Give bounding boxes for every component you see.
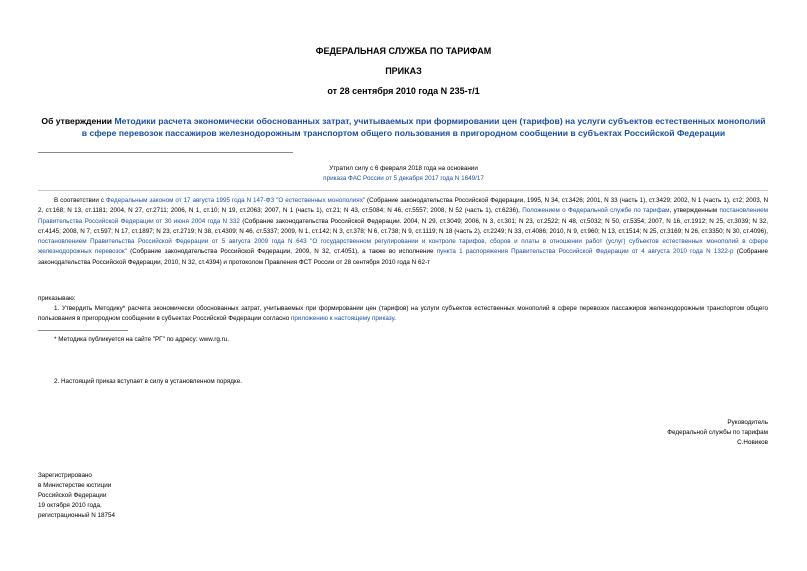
orders-word: приказываю: [38,295,76,302]
appendix-link[interactable]: приложению к настоящему приказу [290,315,395,323]
preamble-text: (Собрание законодательства Российской Федерации. 2004, N 29, ст.3049; 2006, N 3, ст.301; N 23, ст.2522; N 48, ст.5032; N 50, ст.5354; 2007, N 16, ст.1912; N 25, ст.3039; N 32, ст.4145; 2008, N 7, ст.597; N 17, ст.1897; N 23, ст.2719; N 38, ст.4309; N 46, ст.5337; 2009, N 1, ст.142; N 3, ст.378; N 6, ст.738; N 9, ст.1119; N 18 (часть 2), ст.2249; N 33, ст.4086; 2010, N 9, ст.960; N 13, ст.1514; N 25, ст.3169; N 26, ст.3350; N 30, ст.4096), [38,217,768,235]
status-note-link[interactable]: приказа ФАС России от 5 декабря 2017 года N 1649/17 [323,175,484,182]
document-title [40,115,767,139]
preamble-text: (Собрание законодательства Российской Федерации, 2010, N 32, ст.4394) и протоколом Правления ФСТ России от 28 сентября 2010 года N 62-т [38,248,768,266]
item-1 [38,304,768,325]
registration-line3: Российской Федерации [38,492,107,499]
title-prefix: Об утверждении [41,116,115,126]
preamble-text: , утвержденным [669,207,720,215]
divider-short [38,152,293,153]
preamble-link[interactable]: пункта 1 распоряжения Правительства Российской Федерации от 4 августа 2010 года N 1322-р [436,248,734,256]
status-note-line1: Утратил силу с 6 февраля 2018 года на основании [329,165,478,172]
item-1-text: 1. Утвердить Методику* расчета экономически обоснованных затрат, учитываемых при формировании цен (тарифов) на услуги субъектов естественных монополий в сфере перевозок пассажиров железнодорожным транспортом общего пользования в пригородном сообщении в субъектах Российской Федерации согласно [38,305,768,323]
doc-type-heading: ПРИКАЗ [385,66,422,76]
registration-line5: регистрационный N 18754 [38,512,116,519]
signature-line2: Федеральной службы по тарифам [667,429,768,436]
divider-long [38,190,768,191]
signature-line3: С.Новиков [737,439,768,446]
preamble-link[interactable]: постановлением Правительства Российской Федерации от 5 августа 2009 года N 643 "О государственном регулировании и контроле тарифов, сборов и платы в отношении работ (услуг) субъектов естественных монополий в сфере железнодорожных перевозок" [38,238,768,256]
footnote-divider [38,330,128,331]
registration-line1: Зарегистрировано [38,472,92,479]
registration-line4: 19 октября 2010 года, [38,502,102,509]
title-methodology-link[interactable]: Методики расчета экономически обоснованных затрат, учитываемых при формировании цен (тарифов) на услуги субъектов естественных монополий в сфере перевозок пассажиров железнодорожным транспортом общего пользования в пригородном сообщении в субъектах Российской Федерации [81,116,766,138]
preamble-text: (Собрание законодательства Российской Федерации, 1995, N 34, ст.3426; 2001, N 33 (часть 1), ст.3429; 2002, N 1 (часть 1), ст2; 2003, N 2, ст.168; N 13, ст.1181; 2004, N 27, ст.2711; 2006, N 1, ст.10; N 19, ст.2063; 2007, N 1 (часть 1), ст.21; N 43, ст.5084; N 46, ст.5557; 2008, N 52 (часть 1), ст.6236), [38,197,769,215]
preamble-link[interactable]: Федеральным законом от 17 августа 1995 года N 147-ФЗ "О естественных монополиях" [105,197,366,204]
preamble-paragraph [38,196,768,268]
preamble-link[interactable]: постановлением Правительства Российской Федерации от 30 июня 2004 года N 332 [38,207,768,225]
item-2: 2. Настоящий приказ вступает в силу в установленном порядке. [54,378,243,385]
footnote: * Методика публикуется на сайте "РГ" по адресу: www.rg.ru. [54,336,229,343]
item-1-end: . [394,315,396,323]
signature-line1: Руководитель [727,419,768,426]
agency-heading: ФЕДЕРАЛЬНАЯ СЛУЖБА ПО ТАРИФАМ [315,46,492,56]
preamble-text: (Собрание законодательства Российской Федерации, 2009, N 32, ст.4051), а также во исполнение [126,248,437,256]
registration-line2: в Министерстве юстиции [38,482,112,489]
preamble-link[interactable]: Положением о Федеральной службе по тарифам [522,207,670,215]
preamble-text: В соответствии с [54,197,106,204]
date-number-heading: от 28 сентября 2010 года N 235-т/1 [327,86,480,96]
